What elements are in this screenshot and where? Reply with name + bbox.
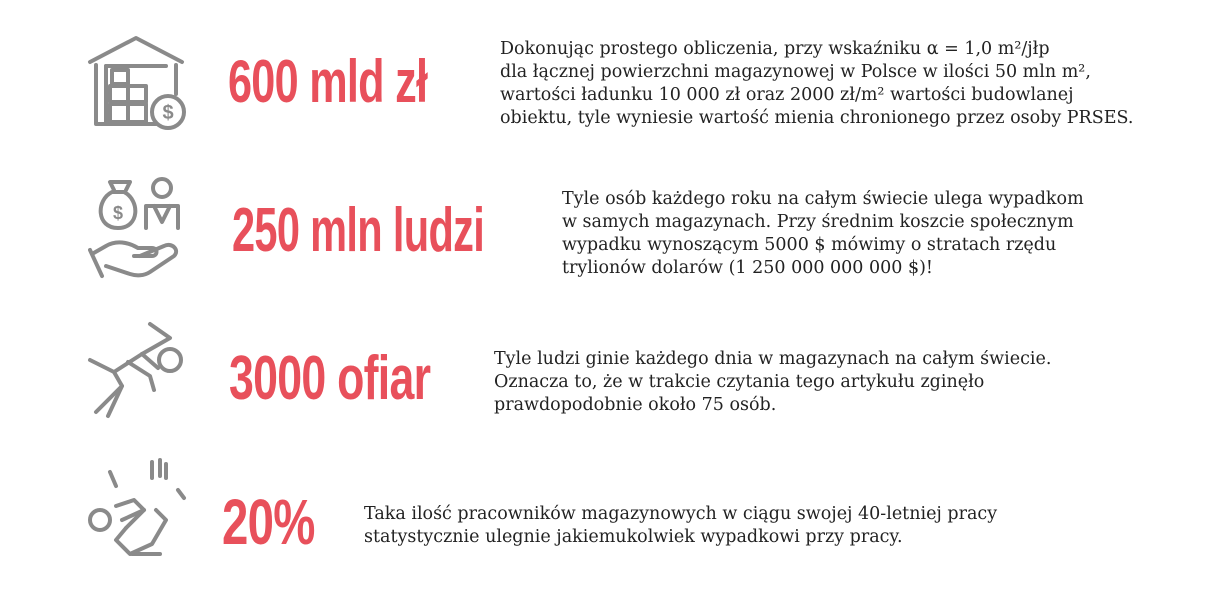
stat-value: 3000 ofiar [229,344,431,413]
description-line: Dokonując prostego obliczenia, przy wskaźniku α = 1,0 m²/jłp [500,39,1050,59]
stat-description [494,348,1051,417]
description-line: dla łącznej powierzchni magazynowej w Polsce w ilości 50 mln m², [500,62,1091,82]
description-line: Tyle osób każdego roku na całym świecie ulega wypadkom [562,189,1084,209]
warehouse-dollar-icon [86,34,190,134]
stat-value: 600 mld zł [228,48,428,115]
stat-description [562,188,1084,280]
description-line: obiektu, tyle wyniesie wartość mienia chronionego przez osoby PRSES. [500,108,1134,128]
description-line: Oznacza to, że w trakcie czytania tego artykułu zginęło [494,372,985,392]
svg-text:$: $ [112,203,124,223]
svg-text:$: $ [162,102,174,124]
description-line: statystycznie ulegnie jakiemukolwiek wypadkowi przy pracy. [364,527,903,547]
stat-value: 250 mln ludzi [232,196,485,265]
slipping-person-icon [86,458,190,560]
description-line: wypadku wynoszącym 5000 $ mówimy o stratach rzędu [562,235,1057,255]
worker-money-hand-icon [88,176,188,280]
description-line: wartości ładunku 10 000 zł oraz 2000 zł/m² wartości budowlanej [500,85,1074,105]
description-line: w samych magazynach. Przy średnim koszcie społecznym [562,212,1074,232]
description-line: prawdopodobnie około 75 osób. [494,395,777,415]
stat-description [364,503,997,549]
description-line: Taka ilość pracowników magazynowych w ciągu swojej 40-letniej pracy [364,504,998,524]
description-line: trylionów dolarów (1 250 000 000 000 $)! [562,258,933,278]
stat-value: 20% [222,486,315,558]
falling-person-icon [84,320,190,422]
stat-description [500,38,1133,130]
description-line: Tyle ludzi ginie każdego dnia w magazynach na całym świecie. [494,349,1052,369]
